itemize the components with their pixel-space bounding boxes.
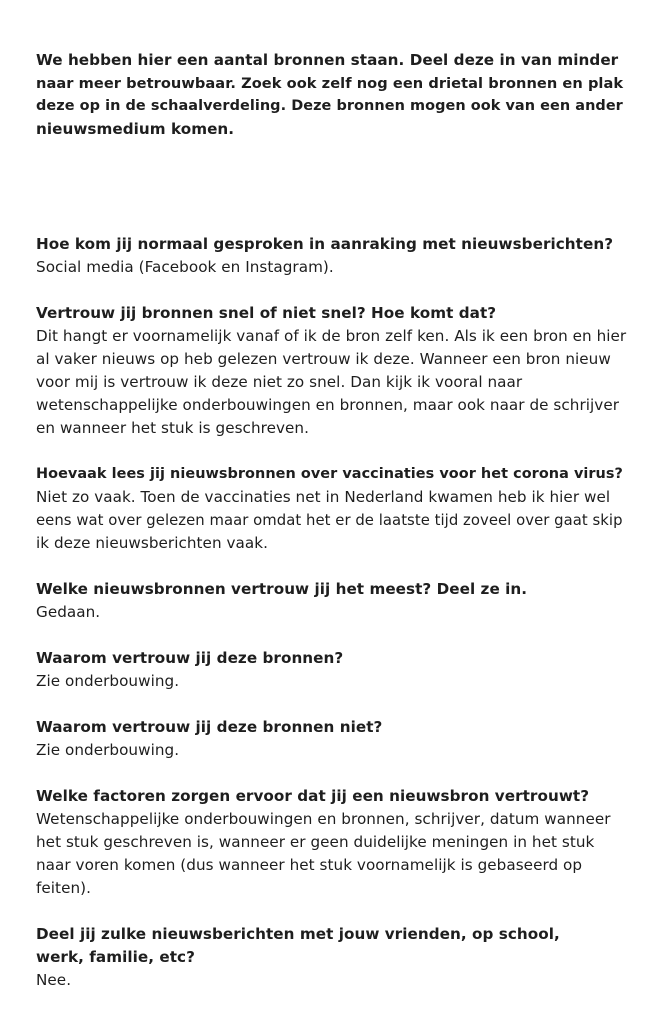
answer-line: naar voren komen (dus wanneer het stuk voornamelijk is gebaseerd op [36, 856, 583, 874]
qa-item [36, 785, 626, 900]
question [36, 647, 626, 670]
answer [36, 325, 626, 440]
answer [36, 969, 626, 992]
answer-line: Zie onderbouwing. [36, 741, 180, 759]
qa-item [36, 647, 626, 693]
qa-item [36, 716, 626, 762]
assignment-intro [36, 49, 626, 141]
question [36, 578, 626, 601]
qa-item [36, 302, 626, 440]
question-line: Welke nieuwsbronnen vertrouw jij het meest? Deel ze in. [36, 580, 528, 598]
question [36, 233, 626, 256]
qa-item [36, 233, 626, 279]
questionnaire [36, 233, 626, 992]
answer-line: eens wat over gelezen maar omdat het er de laatste tijd zoveel over gaat skip [36, 512, 623, 529]
answer-line: Niet zo vaak. Toen de vaccinaties net in Nederland kwamen heb ik hier wel [36, 488, 611, 506]
answer [36, 670, 626, 693]
intro-line: nieuwsmedium komen. [36, 120, 235, 138]
question-line: Waarom vertrouw jij deze bronnen niet? [36, 718, 383, 736]
answer [36, 486, 626, 555]
answer-line: wetenschappelijke onderbouwingen en bronnen, maar ook naar de schrijver [36, 396, 620, 414]
question-line: werk, familie, etc? [36, 948, 195, 966]
question [36, 716, 626, 739]
answer-line: Social media (Facebook en Instagram). [36, 258, 334, 276]
intro-line: We hebben hier een aantal bronnen staan. Deel deze in van minder [36, 51, 619, 69]
question-line: Hoe kom jij normaal gesproken in aanraking met nieuwsberichten? [36, 235, 614, 253]
answer-line: al vaker nieuws op heb gelezen vertrouw ik deze. Wanneer een bron nieuw [36, 350, 611, 368]
answer [36, 808, 626, 900]
answer-line: feiten). [36, 879, 91, 897]
answer [36, 601, 626, 624]
intro-line: deze op in de schaalverdeling. Deze bronnen mogen ook van een ander [36, 98, 623, 114]
question [36, 785, 626, 808]
answer-line: en wanneer het stuk is geschreven. [36, 419, 309, 437]
intro-line: naar meer betrouwbaar. Zoek ook zelf nog een drietal bronnen en plak [36, 75, 624, 92]
qa-item [36, 578, 626, 624]
answer-line: Nee. [36, 971, 72, 989]
question-line: Vertrouw jij bronnen snel of niet snel? Hoe komt dat? [36, 304, 497, 322]
question-line: Welke factoren zorgen ervoor dat jij een nieuwsbron vertrouwt? [36, 787, 590, 805]
answer [36, 256, 626, 279]
question-line: Waarom vertrouw jij deze bronnen? [36, 649, 344, 667]
answer-line: Wetenschappelijke onderbouwingen en bronnen, schrijver, datum wanneer [36, 810, 611, 828]
qa-item [36, 463, 626, 555]
answer-line: het stuk geschreven is, wanneer er geen duidelijke meningen in het stuk [36, 833, 595, 851]
answer-line: voor mij is vertrouw ik deze niet zo snel. Dan kijk ik vooral naar [36, 373, 523, 391]
question [36, 463, 626, 486]
question-line: Deel jij zulke nieuwsberichten met jouw vrienden, op school, [36, 925, 560, 943]
answer-line: Dit hangt er voornamelijk vanaf of ik de bron zelf ken. Als ik een bron en hier [36, 327, 627, 345]
question [36, 302, 626, 325]
question [36, 923, 626, 969]
question-line: Hoevaak lees jij nieuwsbronnen over vaccinaties voor het corona virus? [36, 466, 623, 482]
answer-line: ik deze nieuwsberichten vaak. [36, 534, 268, 552]
answer [36, 739, 626, 762]
qa-item [36, 923, 626, 992]
answer-line: Zie onderbouwing. [36, 672, 180, 690]
answer-line: Gedaan. [36, 603, 101, 621]
